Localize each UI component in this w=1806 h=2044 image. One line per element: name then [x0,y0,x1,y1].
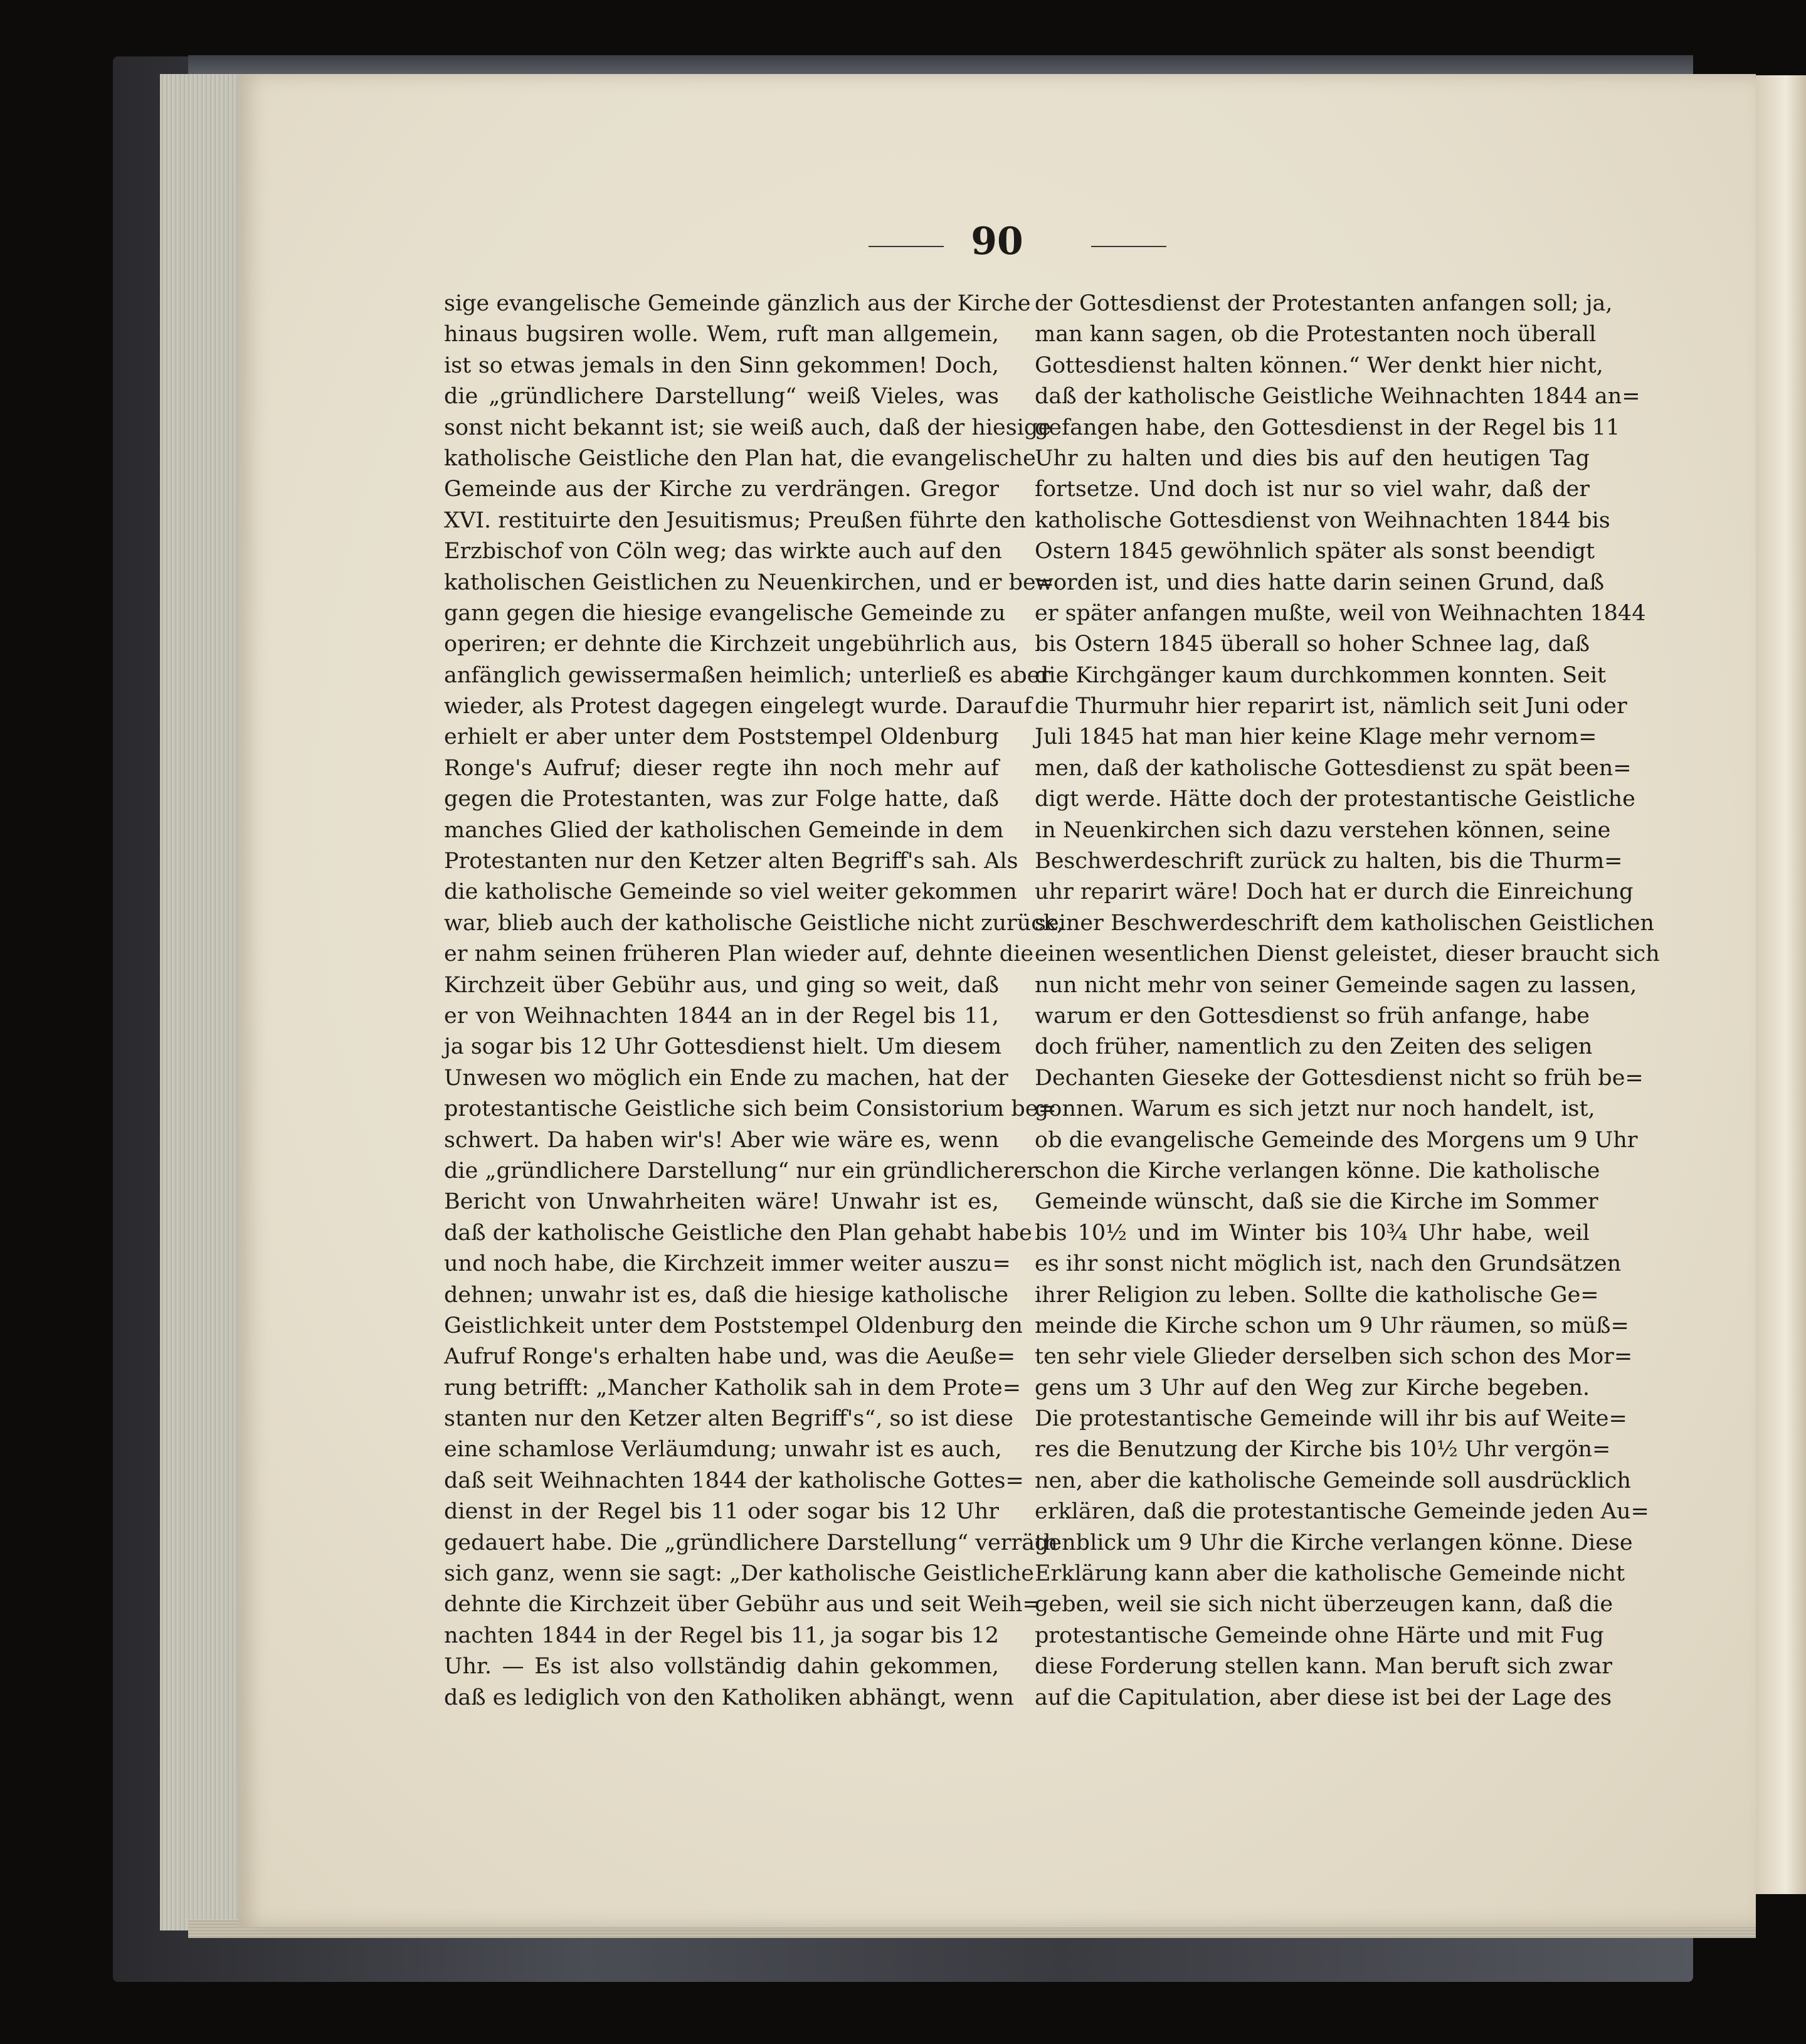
text-line: schwert. Da haben wir's! Aber wie wäre es, wenn [444,1127,999,1153]
text-line: Kirchzeit über Gebühr aus, und ging so weit, daß [444,972,999,998]
page-number-rule-right [1091,246,1166,247]
text-line: katholischen Geistlichen zu Neuenkirchen, und er be= [444,569,1055,595]
text-line: Beschwerdeschrift zurück zu halten, bis die Thurm= [1035,849,1623,874]
text-line: sige evangelische Gemeinde gänzlich aus der Kirche [444,291,1031,316]
text-line: gann gegen die hiesige evangelische Gemeinde zu [444,600,1006,626]
text-line: daß der katholische Geistliche den Plan gehabt habe [444,1220,1032,1246]
text-line: der Gottesdienst der Protestanten anfangen soll; ja, [1035,291,1613,316]
text-line: digt werde. Hätte doch der protestantische Geistliche [1035,786,1635,812]
text-line: Protestanten nur den Ketzer alten Begriff's sah. Als [444,849,1018,874]
text-line: ihrer Religion zu leben. Sollte die katholische Ge= [1035,1282,1599,1308]
text-line: die Thurmuhr hier reparirt ist, nämlich seit Juni oder [1035,694,1627,719]
text-line: Ostern 1845 gewöhnlich später als sonst beendigt [1035,539,1595,564]
text-line: dienst in der Regel bis 11 oder sogar bis 12 Uhr [444,1499,999,1525]
text-line: hinaus bugsiren wolle. Wem, ruft man allgemein, [444,322,999,347]
text-line: es ihr sonst nicht möglich ist, nach den Grundsätzen [1035,1251,1622,1277]
text-line: katholische Geistliche den Plan hat, die evangelische [444,445,1036,471]
text-line: Bericht von Unwahrheiten wäre! Unwahr ist es, [444,1189,999,1215]
text-line: in Neuenkirchen sich dazu verstehen können, seine [1035,817,1611,843]
text-line: fortsetze. Und doch ist nur so viel wahr, daß der [1035,477,1590,502]
text-line: bis 10½ und im Winter bis 10¾ Uhr habe, weil [1035,1220,1590,1246]
text-line: gedauert habe. Die „gründlichere Darstellung“ verräth [444,1530,1058,1555]
text-line: protestantische Geistliche sich beim Consistorium be= [444,1096,1057,1122]
text-line: wieder, als Protest dagegen eingelegt wurde. Darauf [444,694,1032,719]
text-line: er nahm seinen früheren Plan wieder auf, dehnte die [444,941,1034,967]
text-line: uhr reparirt wäre! Doch hat er durch die Einreichung [1035,879,1634,905]
page-stack-edge [160,74,238,1930]
text-line: ist so etwas jemals in den Sinn gekommen! Doch, [444,352,999,378]
text-line: gefangen habe, den Gottesdienst in der Regel bis 11 [1035,415,1620,440]
text-line: war, blieb auch der katholische Geistliche nicht zurück, [444,910,1064,936]
text-line: gonnen. Warum es sich jetzt nur noch handelt, ist, [1035,1096,1595,1122]
text-line: Uhr zu halten und dies bis auf den heutigen Tag [1035,445,1590,471]
text-line: rung betrifft: „Mancher Katholik sah in dem Prote= [444,1375,1022,1401]
text-column-right [1035,289,1660,1713]
text-line: Unwesen wo möglich ein Ende zu machen, hat der [444,1065,1008,1091]
text-line: Gottesdienst halten können.“ Wer denkt hier nicht, [1035,352,1603,378]
text-line: geben, weil sie sich nicht überzeugen kann, daß die [1035,1592,1613,1618]
text-line: Uhr. — Es ist also vollständig dahin gekommen, [444,1654,999,1680]
text-line: stanten nur den Ketzer alten Begriff's“, so ist diese [444,1406,1013,1432]
text-line: worden ist, und dies hatte darin seinen Grund, daß [1035,569,1605,595]
page-number-rule-left [869,246,944,247]
text-line: schon die Kirche verlangen könne. Die katholische [1035,1158,1600,1184]
text-line: doch früher, namentlich zu den Zeiten des seligen [1035,1034,1593,1060]
text-line: Die protestantische Gemeinde will ihr bis auf Weite= [1035,1406,1627,1432]
text-line: nun nicht mehr von seiner Gemeinde sagen zu lassen, [1035,972,1637,998]
text-line: Gemeinde aus der Kirche zu verdrängen. Gregor [444,477,999,502]
text-line: men, daß der katholische Gottesdienst zu spät been= [1035,755,1632,781]
text-line: daß es lediglich von den Katholiken abhängt, wenn [444,1685,1014,1710]
text-line: ob die evangelische Gemeinde des Morgens um 9 Uhr [1035,1127,1638,1153]
facing-page-edge [1756,75,1806,1894]
text-line: die Kirchgänger kaum durchkommen konnten. Seit [1035,662,1607,688]
text-line: die „gründlichere Darstellung“ nur ein gründlicherer [444,1158,1037,1184]
text-column-left [444,289,1064,1713]
text-line: anfänglich gewissermaßen heimlich; unterließ es aber [444,662,1051,688]
text-line: genblick um 9 Uhr die Kirche verlangen könne. Diese [1035,1530,1633,1555]
text-line: nachten 1844 in der Regel bis 11, ja sogar bis 12 [444,1623,999,1648]
text-line: warum er den Gottesdienst so früh anfange, habe [1035,1003,1590,1029]
text-line: daß der katholische Geistliche Weihnachten 1844 an= [1035,384,1640,410]
text-line: manches Glied der katholischen Gemeinde in dem [444,817,1004,843]
text-line: operiren; er dehnte die Kirchzeit ungebührlich aus, [444,632,1018,657]
text-line: katholische Gottesdienst von Weihnachten 1844 bis [1035,507,1610,533]
text-line: Juli 1845 hat man hier keine Klage mehr vernom= [1035,724,1597,750]
text-line: daß seit Weihnachten 1844 der katholische Gottes= [444,1468,1024,1493]
text-line: gens um 3 Uhr auf den Weg zur Kirche begeben. [1035,1375,1590,1401]
text-line: dehnen; unwahr ist es, daß die hiesige katholische [444,1282,1008,1308]
text-line: erklären, daß die protestantische Gemeinde jeden Au= [1035,1499,1649,1525]
text-line: Erzbischof von Cöln weg; das wirkte auch auf den [444,539,1002,564]
text-line: Ronge's Aufruf; dieser regte ihn noch mehr auf [444,755,999,781]
text-line: man kann sagen, ob die Protestanten noch überall [1035,322,1597,347]
text-line: XVI. restituirte den Jesuitismus; Preußen führte den [444,507,1027,533]
text-line: und noch habe, die Kirchzeit immer weiter auszu= [444,1251,1011,1277]
text-line: sich ganz, wenn sie sagt: „Der katholische Geistliche [444,1561,1035,1587]
text-line: sonst nicht bekannt ist; sie weiß auch, daß der hiesige [444,415,1052,440]
text-line: ja sogar bis 12 Uhr Gottesdienst hielt. Um diesem [444,1034,1002,1060]
text-line: Erklärung kann aber die katholische Gemeinde nicht [1035,1561,1625,1587]
text-line: ten sehr viele Glieder derselben sich schon des Mor= [1035,1344,1633,1370]
text-line: Gemeinde wünscht, daß sie die Kirche im Sommer [1035,1189,1598,1215]
text-line: eine schamlose Verläumdung; unwahr ist es auch, [444,1437,1002,1463]
text-line: meinde die Kirche schon um 9 Uhr räumen, so müß= [1035,1313,1629,1338]
text-line: er später anfangen mußte, weil von Weihnachten 1844 [1035,600,1646,626]
text-line: er von Weihnachten 1844 an in der Regel bis 11, [444,1003,999,1029]
text-line: diese Forderung stellen kann. Man beruft sich zwar [1035,1654,1612,1680]
text-line: dehnte die Kirchzeit über Gebühr aus und seit Weih= [444,1592,1041,1618]
text-line: Geistlichkeit unter dem Poststempel Oldenburg den [444,1313,1023,1338]
text-line: die katholische Gemeinde so viel weiter gekommen [444,879,1017,905]
text-line: Dechanten Gieseke der Gottesdienst nicht so früh be= [1035,1065,1644,1091]
text-line: res die Benutzung der Kirche bis 10½ Uhr vergön= [1035,1437,1611,1463]
text-line: erhielt er aber unter dem Poststempel Oldenburg [444,724,999,750]
text-line: seiner Beschwerdeschrift dem katholischen Geistlichen [1035,910,1654,936]
book-cover-top-edge [188,55,1693,74]
text-line: auf die Capitulation, aber diese ist bei der Lage des [1035,1685,1612,1710]
page-number: 90 [971,220,1023,263]
text-line: gegen die Protestanten, was zur Folge hatte, daß [444,786,999,812]
text-line: protestantische Gemeinde ohne Härte und mit Fug [1035,1623,1604,1648]
text-line: die „gründlichere Darstellung“ weiß Vieles, was [444,384,999,410]
text-line: einen wesentlichen Dienst geleistet, dieser braucht sich [1035,941,1660,967]
text-line: bis Ostern 1845 überall so hoher Schnee lag, daß [1035,632,1590,657]
text-line: nen, aber die katholische Gemeinde soll ausdrücklich [1035,1468,1631,1493]
text-line: Aufruf Ronge's erhalten habe und, was die Aeuße= [444,1344,1016,1370]
